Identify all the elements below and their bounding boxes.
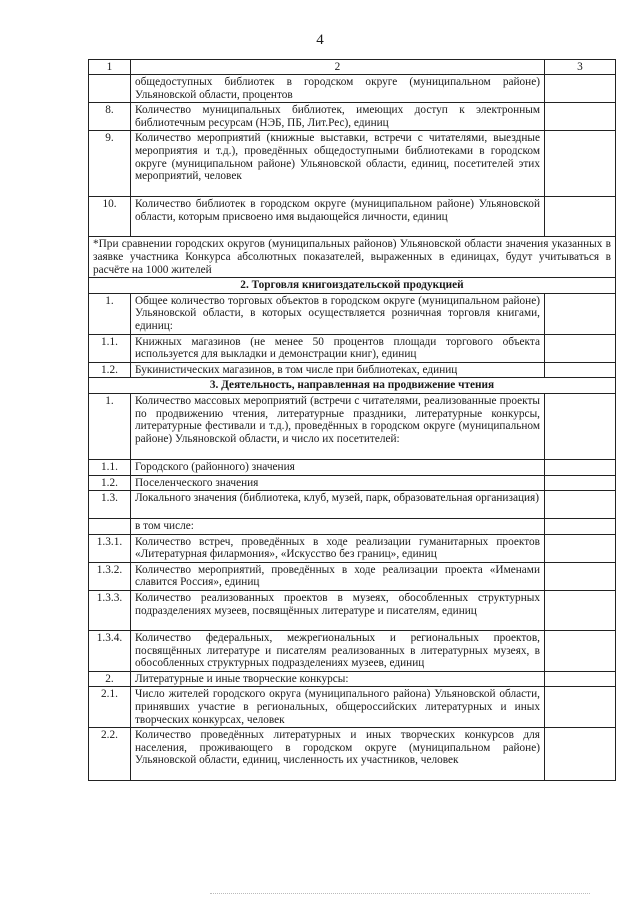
- row-value-cell: [545, 75, 616, 103]
- table-row: [89, 728, 616, 781]
- row-text: Количество муниципальных библиотек, имеющих доступ к электронным библиотечным ресурсам (НЭБ, ПБ, Лит.Рес), единиц: [131, 103, 545, 131]
- table-row: [89, 534, 616, 562]
- row-value-cell: [545, 334, 616, 362]
- table-row: [89, 75, 616, 103]
- note-row: [89, 237, 616, 278]
- header-col-1: 1: [89, 60, 131, 75]
- row-text: Число жителей городского округа (муниципального района) Ульяновской области, принявших участие в региональных, общероссийских литературных и иных творческих конкурсах, человек: [131, 687, 545, 728]
- row-text: Количество реализованных проектов в музеях, обособленных структурных подразделениях музеев, посвящённых литературе и писателям, единиц: [131, 591, 545, 631]
- section-2-header-row: [89, 278, 616, 294]
- row-number: [89, 519, 131, 535]
- row-value-cell: [545, 519, 616, 535]
- section-title: 2. Торговля книгоиздательской продукцией: [89, 278, 616, 294]
- row-number: 1.3.3.: [89, 591, 131, 631]
- row-number: 1.3.2.: [89, 562, 131, 590]
- row-value-cell: [545, 459, 616, 475]
- table-row: [89, 293, 616, 334]
- row-text: Букинистических магазинов, в том числе при библиотеках, единиц: [131, 362, 545, 378]
- table-row: [89, 131, 616, 197]
- row-value-cell: [545, 362, 616, 378]
- header-col-3: 3: [545, 60, 616, 75]
- row-number: 1.3.4.: [89, 631, 131, 672]
- scan-artifact-dots: [210, 893, 590, 895]
- table-row: [89, 197, 616, 237]
- row-text: Литературные и иные творческие конкурсы:: [131, 671, 545, 687]
- section-3-header-row: [89, 378, 616, 394]
- section-title: 3. Деятельность, направленная на продвижение чтения: [89, 378, 616, 394]
- row-value-cell: [545, 562, 616, 590]
- row-number: 2.2.: [89, 728, 131, 781]
- table-row: [89, 334, 616, 362]
- row-value-cell: [545, 591, 616, 631]
- table-row: [89, 671, 616, 687]
- row-number: 1.1.: [89, 334, 131, 362]
- row-text: Количество проведённых литературных и иных творческих конкурсов для населения, проживающего в городском округе (муниципальном районе) Ульяновской области, единиц, численность их участников, человек: [131, 728, 545, 781]
- row-value-cell: [545, 131, 616, 197]
- row-text: Городского (районного) значения: [131, 459, 545, 475]
- row-value-cell: [545, 491, 616, 519]
- row-number: 1.2.: [89, 362, 131, 378]
- row-number: 9.: [89, 131, 131, 197]
- header-col-2: 2: [131, 60, 545, 75]
- row-text: Общее количество торговых объектов в городском округе (муниципальном районе) Ульяновской области, в которых осуществляется розничная торговля книгами, единиц:: [131, 293, 545, 334]
- row-value-cell: [545, 293, 616, 334]
- table-row: [89, 562, 616, 590]
- row-text: общедоступных библиотек в городском округе (муниципальном районе) Ульяновской области, процентов: [131, 75, 545, 103]
- table-row: [89, 459, 616, 475]
- row-text: Количество библиотек в городском округе (муниципальном районе) Ульяновской области, которым присвоено имя выдающейся личности, единиц: [131, 197, 545, 237]
- row-number: 1.2.: [89, 475, 131, 491]
- criteria-table: [88, 59, 616, 781]
- table-row: [89, 519, 616, 535]
- table-row: [89, 591, 616, 631]
- row-number: 8.: [89, 103, 131, 131]
- row-number: 1.: [89, 293, 131, 334]
- row-text: Количество мероприятий, проведённых в ходе реализации проекта «Именами славится Россия», единиц: [131, 562, 545, 590]
- row-value-cell: [545, 393, 616, 459]
- row-number: 2.: [89, 671, 131, 687]
- row-value-cell: [545, 631, 616, 672]
- row-number: 10.: [89, 197, 131, 237]
- row-number: 1.3.: [89, 491, 131, 519]
- row-value-cell: [545, 103, 616, 131]
- row-number: [89, 75, 131, 103]
- row-value-cell: [545, 534, 616, 562]
- table-row: [89, 393, 616, 459]
- row-value-cell: [545, 687, 616, 728]
- table-header-row: [89, 60, 616, 75]
- row-text: Поселенческого значения: [131, 475, 545, 491]
- table-row: [89, 362, 616, 378]
- row-text: Количество массовых мероприятий (встречи с читателями, реализованные проекты по продвижению чтения, литературные праздники, литературные конкурсы, литературные фестивали и т.д.), проведённых в городском округе (муниципальном районе) Ульяновской области, и число их посетителей:: [131, 393, 545, 459]
- row-text: Книжных магазинов (не менее 50 процентов площади торгового объекта используется для выкладки и демонстрации книг), единиц: [131, 334, 545, 362]
- row-value-cell: [545, 475, 616, 491]
- table-row: [89, 631, 616, 672]
- row-text: Локального значения (библиотека, клуб, музей, парк, образовательная организация): [131, 491, 545, 519]
- row-text: в том числе:: [131, 519, 545, 535]
- table-row: [89, 103, 616, 131]
- row-value-cell: [545, 728, 616, 781]
- row-value-cell: [545, 671, 616, 687]
- row-text: Количество федеральных, межрегиональных и региональных проектов, посвящённых литературе и писателям реализованных в литературных музеях, в обособленных структурных подразделениях музеев, единиц: [131, 631, 545, 672]
- row-text: Количество встреч, проведённых в ходе реализации гуманитарных проектов «Литературная филармония», «Искусство без границ», единиц: [131, 534, 545, 562]
- row-number: 1.: [89, 393, 131, 459]
- page-number: 4: [316, 32, 324, 48]
- row-number: 1.1.: [89, 459, 131, 475]
- footnote-text: *При сравнении городских округов (муниципальных районов) Ульяновской области значения указанных в заявке участника Конкурса абсолютных показателей, выраженных в единицах, будут учитываться в расчёте на 1000 жителей: [89, 237, 616, 278]
- table-row: [89, 687, 616, 728]
- table-row: [89, 475, 616, 491]
- table-row: [89, 491, 616, 519]
- row-number: 1.3.1.: [89, 534, 131, 562]
- row-value-cell: [545, 197, 616, 237]
- row-text: Количество мероприятий (книжные выставки, встречи с читателями, выездные мероприятия и т.д.), проведённых общедоступными библиотеками в городском округе (муниципальном районе) Ульяновской области, единиц, посетителей этих мероприятий, человек: [131, 131, 545, 197]
- row-number: 2.1.: [89, 687, 131, 728]
